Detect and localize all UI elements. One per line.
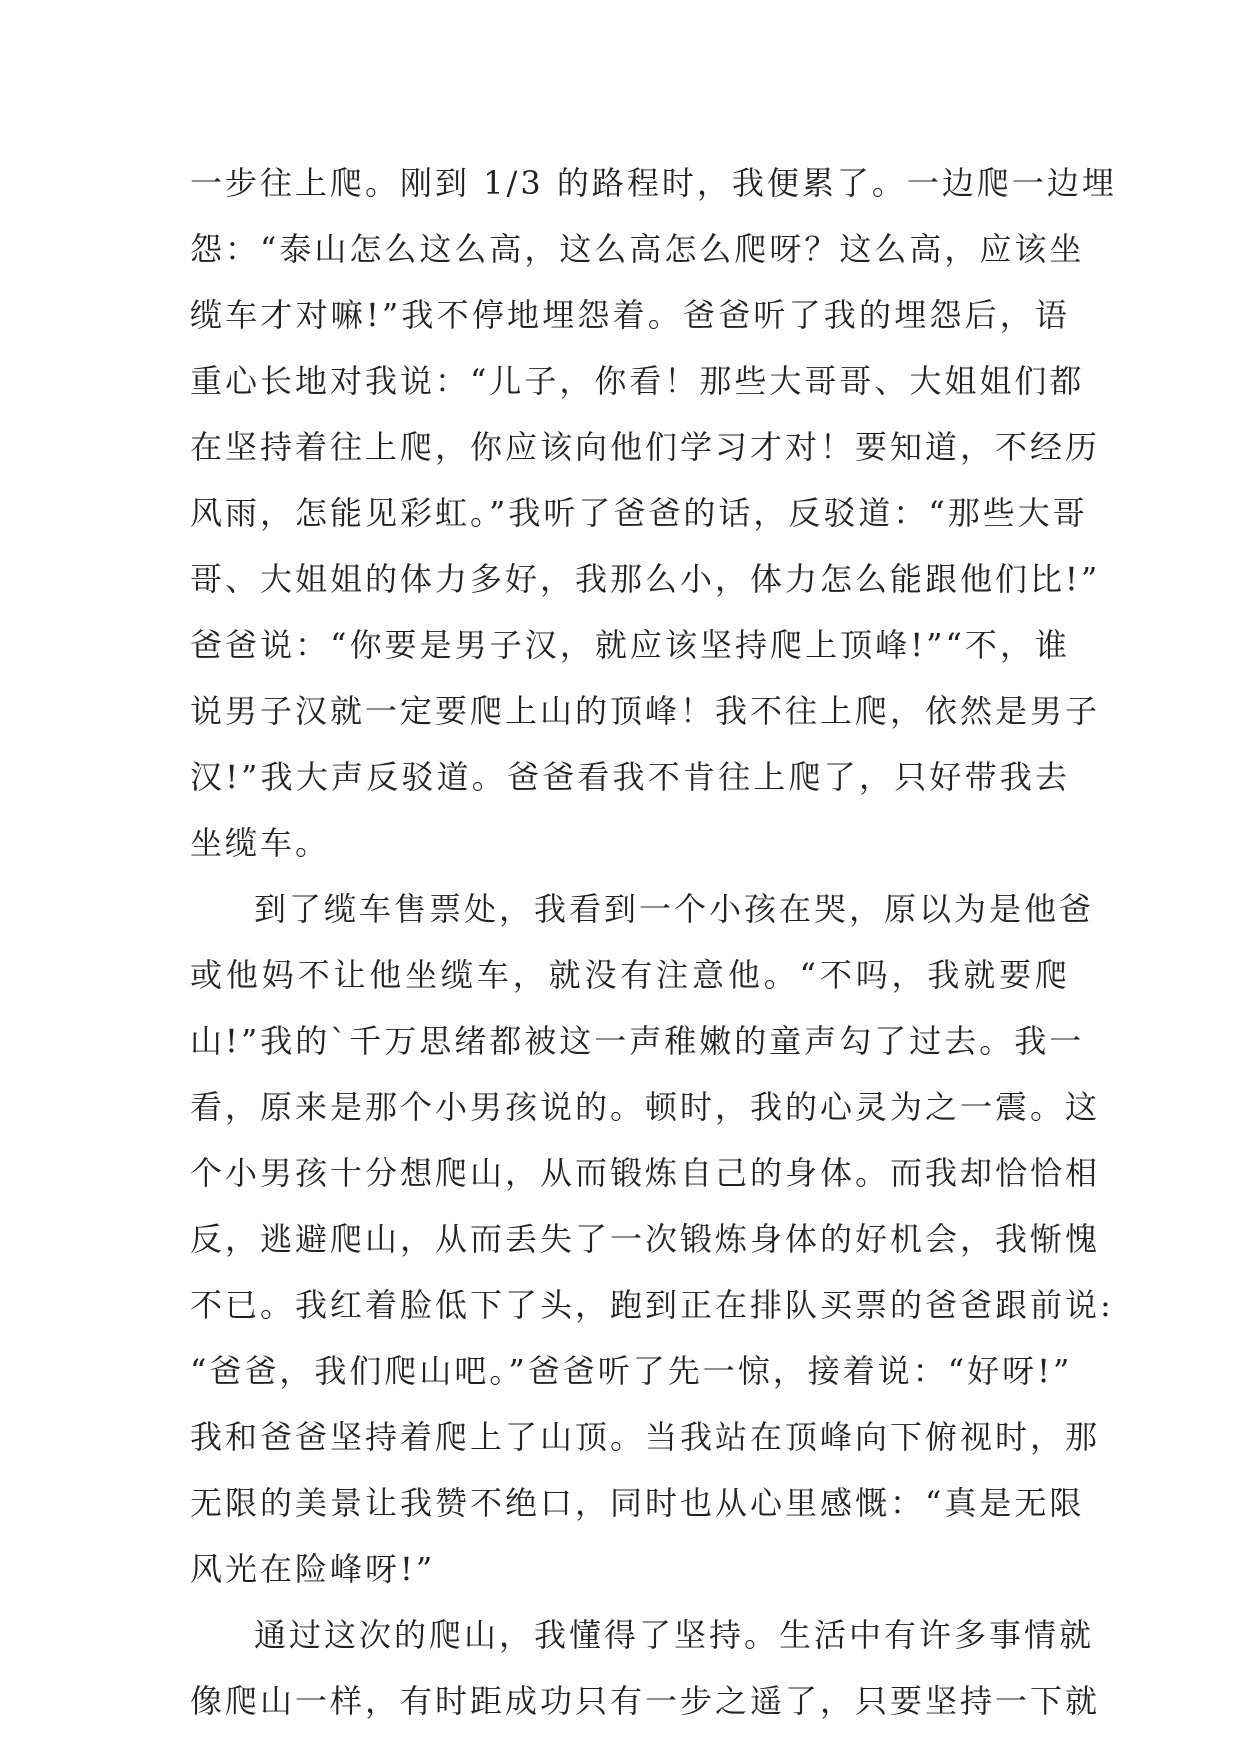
text-line: 反，逃避爬山，从而丢失了一次锻炼身体的好机会，我惭愧 [190,1220,1101,1258]
text-line: 无限的美景让我赞不绝口，同时也从心里感慨：“真是无限 [190,1484,1085,1522]
text-line: 看，原来是那个小男孩说的。顿时，我的心灵为之一震。这 [190,1088,1101,1126]
text-line: 个小男孩十分想爬山，从而锻炼自己的身体。而我却恰恰相 [190,1154,1101,1192]
text-line: 一步往上爬。刚到 1/3 的路程时，我便累了。一边爬一边埋 [190,164,1117,202]
text-line: 坐缆车。 [190,824,331,862]
text-line: 说男子汉就一定要爬上山的顶峰！我不往上爬，依然是男子 [190,692,1101,730]
text-line: 山!”我的`千万思绪都被这一声稚嫩的童声勾了过去。我一 [190,1022,1085,1060]
essay-body [190,150,1117,1734]
paragraph [190,1602,1101,1734]
text-line: 我和爸爸坚持着爬上了山顶。当我站在顶峰向下俯视时，那 [190,1418,1101,1456]
text-line: 不已。我红着脸低下了头，跑到正在排队买票的爸爸跟前说: [190,1286,1114,1324]
text-line: 通过这次的爬山，我懂得了坚持。生活中有许多事情就 [254,1616,1095,1654]
text-line: 汉!”我大声反驳道。爸爸看我不肯往上爬了，只好带我去 [190,758,1070,796]
text-line: 在坚持着往上爬，你应该向他们学习才对！要知道，不经历 [190,428,1101,466]
text-line: 哥、大姐姐的体力多好，我那么小，体力怎么能跟他们比!” [190,560,1101,598]
text-line: 风光在险峰呀!” [190,1550,436,1588]
text-line: 像爬山一样，有时距成功只有一步之遥了，只要坚持一下就 [190,1682,1101,1720]
paragraph [190,876,1114,1602]
text-line: 缆车才对嘛!”我不停地埋怨着。爸爸听了我的埋怨后，语 [190,296,1070,334]
text-line: 怨：“泰山怎么这么高，这么高怎么爬呀？这么高，应该坐 [190,230,1085,268]
paragraph [190,150,1117,876]
text-line: 或他妈不让他坐缆车，就没有注意他。“不吗，我就要爬 [190,956,1070,994]
text-line: 风雨，怎能见彩虹。”我听了爸爸的话，反驳道：“那些大哥 [190,494,1088,532]
text-line: 到了缆车售票处，我看到一个小孩在哭，原以为是他爸 [254,890,1095,928]
text-line: 重心长地对我说：“儿子，你看！那些大哥哥、大姐姐们都 [190,362,1085,400]
text-line: 爸爸说：“你要是男子汉，就应该坚持爬上顶峰!”“不，谁 [190,626,1070,664]
text-line: “爸爸，我们爬山吧。”爸爸听了先一惊，接着说：“好呀!” [190,1352,1073,1390]
